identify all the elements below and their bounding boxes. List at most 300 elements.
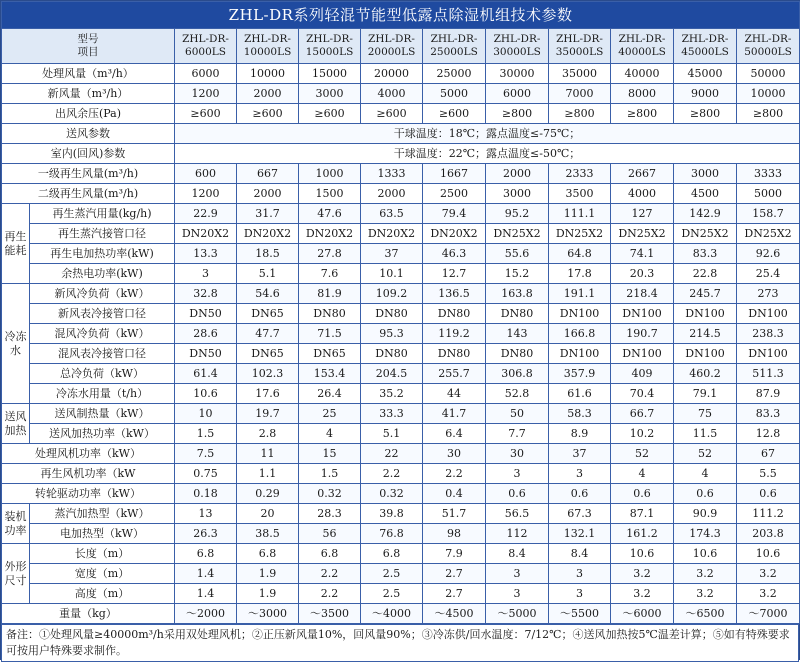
value-cell: 6.8 [299, 544, 361, 564]
value-cell: 98 [423, 524, 486, 544]
value-cell: 2.7 [423, 564, 486, 584]
row-group-label: 装机 功率 [2, 504, 30, 544]
value-cell: ～4000 [361, 604, 423, 624]
value-cell: 83.3 [674, 244, 737, 264]
value-cell: 54.6 [237, 284, 299, 304]
value-cell: 2.5 [361, 564, 423, 584]
value-cell: ≥800 [611, 104, 674, 124]
value-cell: DN80 [423, 304, 486, 324]
value-cell: 3000 [299, 84, 361, 104]
value-cell: 56.5 [486, 504, 549, 524]
value-cell: 19.7 [237, 404, 299, 424]
model-prefix: ZHL-DR- [306, 33, 353, 45]
value-cell: 10.1 [361, 264, 423, 284]
value-cell: 2500 [423, 184, 486, 204]
value-cell: ≥600 [361, 104, 423, 124]
value-cell: 111.1 [549, 204, 611, 224]
model-prefix: ZHL-DR- [681, 33, 729, 45]
value-cell: DN20X2 [299, 224, 361, 244]
value-cell: DN100 [549, 304, 611, 324]
value-cell: 26.4 [299, 384, 361, 404]
value-cell: ～6000 [611, 604, 674, 624]
value-cell: ≥800 [674, 104, 737, 124]
value-cell: 71.5 [299, 324, 361, 344]
table-row [2, 444, 800, 464]
value-cell: 1.9 [237, 584, 299, 604]
value-cell: 109.2 [361, 284, 423, 304]
value-cell: 3500 [549, 184, 611, 204]
value-cell: 12.8 [737, 424, 800, 444]
model-suffix: 50000LS [744, 46, 792, 58]
model-suffix: 20000LS [367, 46, 416, 58]
value-cell: 3 [486, 564, 549, 584]
value-cell: 4000 [361, 84, 423, 104]
model-header-cell [299, 29, 361, 64]
row-label: 高度（m） [30, 584, 175, 604]
value-cell: 0.29 [237, 484, 299, 504]
value-cell: 50000 [737, 64, 800, 84]
value-cell: 70.4 [611, 384, 674, 404]
value-cell: DN100 [674, 304, 737, 324]
value-cell: DN100 [674, 344, 737, 364]
value-cell: 8.4 [486, 544, 549, 564]
row-label: 室内(回风)参数 [2, 144, 175, 164]
value-cell: 204.5 [361, 364, 423, 384]
table-row [2, 264, 800, 284]
model-prefix: ZHL-DR- [244, 33, 291, 45]
value-cell: 119.2 [423, 324, 486, 344]
row-label: 混风冷负荷（kW） [30, 324, 175, 344]
value-cell: 6.8 [237, 544, 299, 564]
value-cell: DN100 [549, 344, 611, 364]
value-cell: 3 [549, 584, 611, 604]
row-label: 处理风量（m³/h） [2, 64, 175, 84]
value-cell: 67 [737, 444, 800, 464]
value-cell: DN25X2 [486, 224, 549, 244]
value-cell: 13.3 [175, 244, 237, 264]
value-cell: DN100 [611, 304, 674, 324]
value-cell: 63.5 [361, 204, 423, 224]
row-label: 蒸汽加热型（kW） [30, 504, 175, 524]
value-cell: 8.4 [549, 544, 611, 564]
model-suffix: 15000LS [305, 46, 354, 58]
model-prefix: ZHL-DR- [182, 33, 229, 45]
table-row [2, 224, 800, 244]
value-cell: 22 [361, 444, 423, 464]
value-cell: 2.2 [299, 584, 361, 604]
value-cell: 52 [674, 444, 737, 464]
value-cell: 5000 [737, 184, 800, 204]
row-group-label: 送风 加热 [2, 404, 30, 444]
value-cell: 3000 [486, 184, 549, 204]
value-cell: 357.9 [549, 364, 611, 384]
value-cell: 2000 [486, 164, 549, 184]
value-cell: 52.8 [486, 384, 549, 404]
row-label: 出风余压(Pa) [2, 104, 175, 124]
value-cell: 67.3 [549, 504, 611, 524]
table-row [2, 424, 800, 444]
value-cell: 64.8 [549, 244, 611, 264]
value-cell: 51.7 [423, 504, 486, 524]
table-row [2, 284, 800, 304]
row-label: 二级再生风量(m³/h) [2, 184, 175, 204]
value-cell: 2.8 [237, 424, 299, 444]
value-cell: 163.8 [486, 284, 549, 304]
value-cell: 4 [299, 424, 361, 444]
value-cell: 667 [237, 164, 299, 184]
value-cell: ～6500 [674, 604, 737, 624]
value-cell: 10000 [237, 64, 299, 84]
table-row [2, 184, 800, 204]
model-prefix: ZHL-DR- [618, 33, 666, 45]
value-cell: ≥600 [423, 104, 486, 124]
value-cell: 45000 [674, 64, 737, 84]
value-cell: 190.7 [611, 324, 674, 344]
value-cell: 37 [361, 244, 423, 264]
value-cell: 56 [299, 524, 361, 544]
table-row [2, 584, 800, 604]
value-cell: 50 [486, 404, 549, 424]
value-cell: DN100 [737, 344, 800, 364]
value-cell: 0.6 [674, 484, 737, 504]
value-cell: 1500 [299, 184, 361, 204]
value-cell: 6000 [486, 84, 549, 104]
value-cell: DN65 [237, 344, 299, 364]
table-row [2, 484, 800, 504]
value-cell: 44 [423, 384, 486, 404]
value-cell: 112 [486, 524, 549, 544]
value-cell: 90.9 [674, 504, 737, 524]
table-row [2, 364, 800, 384]
value-cell: 5000 [423, 84, 486, 104]
value-cell: 3 [175, 264, 237, 284]
row-label: 重量（kg） [2, 604, 175, 624]
value-cell: 3 [549, 464, 611, 484]
value-cell: 4 [611, 464, 674, 484]
row-label: 总冷负荷（kW） [30, 364, 175, 384]
value-cell: 2000 [237, 84, 299, 104]
row-label: 余热电功率(kW) [30, 264, 175, 284]
value-cell: 35000 [549, 64, 611, 84]
value-cell: 3.2 [737, 564, 800, 584]
value-cell: 214.5 [674, 324, 737, 344]
value-cell: 10.2 [611, 424, 674, 444]
value-cell: 218.4 [611, 284, 674, 304]
value-cell: 1000 [299, 164, 361, 184]
model-header-cell [549, 29, 611, 64]
value-cell: 7.6 [299, 264, 361, 284]
value-cell: ≥800 [486, 104, 549, 124]
value-cell: 2.2 [361, 464, 423, 484]
value-cell: 6.8 [361, 544, 423, 564]
value-cell: 6000 [175, 64, 237, 84]
row-label: 新风量（m³/h） [2, 84, 175, 104]
value-cell: 83.3 [737, 404, 800, 424]
value-cell: 306.8 [486, 364, 549, 384]
value-cell: DN65 [237, 304, 299, 324]
value-cell: 61.6 [549, 384, 611, 404]
spec-table [1, 1, 800, 624]
value-cell: 22.8 [674, 264, 737, 284]
value-cell: 26.3 [175, 524, 237, 544]
value-cell: 79.1 [674, 384, 737, 404]
header-model-label: 型号 [77, 33, 99, 45]
table-row [2, 144, 800, 164]
value-cell: 27.8 [299, 244, 361, 264]
value-cell: DN25X2 [737, 224, 800, 244]
value-cell: 4000 [611, 184, 674, 204]
value-cell: 1.4 [175, 584, 237, 604]
value-cell: 30 [423, 444, 486, 464]
model-header-cell [737, 29, 800, 64]
value-cell: 4500 [674, 184, 737, 204]
value-cell: 245.7 [674, 284, 737, 304]
value-cell: 41.7 [423, 404, 486, 424]
row-label: 再生电加热功率(kW) [30, 244, 175, 264]
model-suffix: 45000LS [681, 46, 729, 58]
value-cell: DN50 [175, 344, 237, 364]
value-cell: DN20X2 [237, 224, 299, 244]
value-cell: 2333 [549, 164, 611, 184]
value-cell: 3.2 [611, 584, 674, 604]
value-cell: 255.7 [423, 364, 486, 384]
footnote: 备注：①处理风量≥40000m³/h采用双处理风机；②正压新风量10%，回风量90%；③冷冻供/回水温度：7/12℃；④送风加热按5℃温差计算；⑤如有特殊要求可按用户特殊要求制作。 [1, 624, 799, 662]
value-cell: 87.1 [611, 504, 674, 524]
value-cell: 2.5 [361, 584, 423, 604]
value-cell: 174.3 [674, 524, 737, 544]
value-cell: 20.3 [611, 264, 674, 284]
header-row [2, 29, 800, 64]
value-cell: 0.6 [549, 484, 611, 504]
value-cell: 35.2 [361, 384, 423, 404]
value-cell: 10000 [737, 84, 800, 104]
value-cell: 74.1 [611, 244, 674, 264]
value-cell: 13 [175, 504, 237, 524]
value-cell: 7000 [549, 84, 611, 104]
table-row [2, 504, 800, 524]
table-row [2, 64, 800, 84]
value-cell: 17.6 [237, 384, 299, 404]
value-cell: 75 [674, 404, 737, 424]
value-cell: 46.3 [423, 244, 486, 264]
value-cell: DN50 [175, 304, 237, 324]
value-cell: 12.7 [423, 264, 486, 284]
value-cell: 10.6 [175, 384, 237, 404]
value-cell: 6.8 [175, 544, 237, 564]
value-cell: 191.1 [549, 284, 611, 304]
value-cell: 3.2 [737, 584, 800, 604]
value-cell: DN25X2 [549, 224, 611, 244]
value-cell: 95.2 [486, 204, 549, 224]
value-cell: ～5000 [486, 604, 549, 624]
model-header-cell [175, 29, 237, 64]
value-cell: 20 [237, 504, 299, 524]
value-cell: 40000 [611, 64, 674, 84]
value-cell: 7.9 [423, 544, 486, 564]
value-cell: 18.5 [237, 244, 299, 264]
value-cell: 143 [486, 324, 549, 344]
row-label: 再生蒸汽用量(kg/h) [30, 204, 175, 224]
value-cell: 2667 [611, 164, 674, 184]
table-row [2, 404, 800, 424]
value-cell: ≥600 [237, 104, 299, 124]
value-cell: DN80 [299, 304, 361, 324]
table-row [2, 524, 800, 544]
table-row [2, 344, 800, 364]
value-cell: 1333 [361, 164, 423, 184]
value-cell: DN100 [611, 344, 674, 364]
model-prefix: ZHL-DR- [556, 33, 603, 45]
value-cell: 166.8 [549, 324, 611, 344]
value-cell: 153.4 [299, 364, 361, 384]
row-label: 电加热型（kW） [30, 524, 175, 544]
row-label: 送风参数 [2, 124, 175, 144]
value-cell: DN100 [737, 304, 800, 324]
value-cell: DN20X2 [175, 224, 237, 244]
value-cell: 161.2 [611, 524, 674, 544]
value-cell: 0.75 [175, 464, 237, 484]
value-cell: 127 [611, 204, 674, 224]
model-suffix: 10000LS [243, 46, 292, 58]
value-cell: 273 [737, 284, 800, 304]
value-cell: 1667 [423, 164, 486, 184]
value-cell: 55.6 [486, 244, 549, 264]
value-cell: 87.9 [737, 384, 800, 404]
value-cell: 1.1 [237, 464, 299, 484]
table-row [2, 304, 800, 324]
value-cell: ≥600 [175, 104, 237, 124]
value-cell: 136.5 [423, 284, 486, 304]
value-cell: 17.8 [549, 264, 611, 284]
value-cell: ～7000 [737, 604, 800, 624]
value-cell: 30 [486, 444, 549, 464]
model-prefix: ZHL-DR- [368, 33, 415, 45]
model-header-cell [423, 29, 486, 64]
value-cell: DN20X2 [361, 224, 423, 244]
value-cell: 32.8 [175, 284, 237, 304]
value-cell: 39.8 [361, 504, 423, 524]
value-cell: 10.6 [737, 544, 800, 564]
model-header-cell [611, 29, 674, 64]
value-cell: 52 [611, 444, 674, 464]
value-cell: DN80 [486, 344, 549, 364]
value-cell: 37 [549, 444, 611, 464]
value-cell: DN25X2 [674, 224, 737, 244]
header-item-label: 项目 [77, 46, 99, 58]
value-cell: DN80 [361, 344, 423, 364]
value-cell: 31.7 [237, 204, 299, 224]
value-cell: ～3000 [237, 604, 299, 624]
model-suffix: 30000LS [493, 46, 541, 58]
value-cell: 9000 [674, 84, 737, 104]
value-cell: 1.4 [175, 564, 237, 584]
value-cell: 76.8 [361, 524, 423, 544]
value-cell: 2.2 [423, 464, 486, 484]
value-cell: ～5500 [549, 604, 611, 624]
row-label: 冷冻水用量（t/h） [30, 384, 175, 404]
model-header-cell [237, 29, 299, 64]
value-cell: 111.2 [737, 504, 800, 524]
table-row [2, 604, 800, 624]
value-cell: DN65 [299, 344, 361, 364]
model-header-cell [361, 29, 423, 64]
row-label: 一级再生风量(m³/h) [2, 164, 175, 184]
value-cell: 409 [611, 364, 674, 384]
value-cell: 10 [175, 404, 237, 424]
value-cell: 33.3 [361, 404, 423, 424]
model-header-cell [486, 29, 549, 64]
value-cell: 142.9 [674, 204, 737, 224]
model-prefix: ZHL-DR- [493, 33, 541, 45]
value-cell: 58.3 [549, 404, 611, 424]
value-cell: DN20X2 [423, 224, 486, 244]
value-cell: 20000 [361, 64, 423, 84]
table-row [2, 324, 800, 344]
value-cell: 11 [237, 444, 299, 464]
model-suffix: 40000LS [618, 46, 666, 58]
value-cell: 38.5 [237, 524, 299, 544]
table-row [2, 564, 800, 584]
value-cell: 3.2 [674, 584, 737, 604]
header-corner [2, 29, 175, 64]
row-label: 送风加热功率（kW） [30, 424, 175, 444]
value-cell: DN80 [486, 304, 549, 324]
table-row [2, 244, 800, 264]
row-label: 再生风机功率（kW [2, 464, 175, 484]
value-cell: 4 [674, 464, 737, 484]
value-cell: 3.2 [611, 564, 674, 584]
value-cell: 102.3 [237, 364, 299, 384]
model-suffix: 6000LS [185, 46, 226, 58]
value-cell: 28.6 [175, 324, 237, 344]
value-cell: 81.9 [299, 284, 361, 304]
value-cell: 30000 [486, 64, 549, 84]
value-cell: 0.4 [423, 484, 486, 504]
value-cell: ≥800 [549, 104, 611, 124]
value-cell: 15 [299, 444, 361, 464]
row-label: 送风制热量（kW） [30, 404, 175, 424]
value-cell: 238.3 [737, 324, 800, 344]
value-cell: DN25X2 [611, 224, 674, 244]
value-cell: 3000 [674, 164, 737, 184]
value-cell: 11.5 [674, 424, 737, 444]
value-cell: 7.5 [175, 444, 237, 464]
value-cell: ～4500 [423, 604, 486, 624]
value-cell: 5.5 [737, 464, 800, 484]
row-group-label: 外形 尺寸 [2, 544, 30, 604]
model-prefix: ZHL-DR- [430, 33, 478, 45]
value-cell: 2000 [361, 184, 423, 204]
row-label: 新风表冷接管口径 [30, 304, 175, 324]
model-prefix: ZHL-DR- [744, 33, 792, 45]
value-cell: 95.3 [361, 324, 423, 344]
model-suffix: 35000LS [555, 46, 604, 58]
table-row [2, 544, 800, 564]
value-cell: 22.9 [175, 204, 237, 224]
value-cell: 1.5 [299, 464, 361, 484]
value-cell: 3 [486, 584, 549, 604]
table-row [2, 124, 800, 144]
value-cell: 3333 [737, 164, 800, 184]
spanning-value-cell: 干球温度：18℃；露点温度≤-75℃； [175, 124, 800, 144]
value-cell: ≥800 [737, 104, 800, 124]
table-row [2, 204, 800, 224]
value-cell: 15.2 [486, 264, 549, 284]
value-cell: 47.7 [237, 324, 299, 344]
value-cell: 600 [175, 164, 237, 184]
value-cell: 2.7 [423, 584, 486, 604]
value-cell: 1200 [175, 184, 237, 204]
